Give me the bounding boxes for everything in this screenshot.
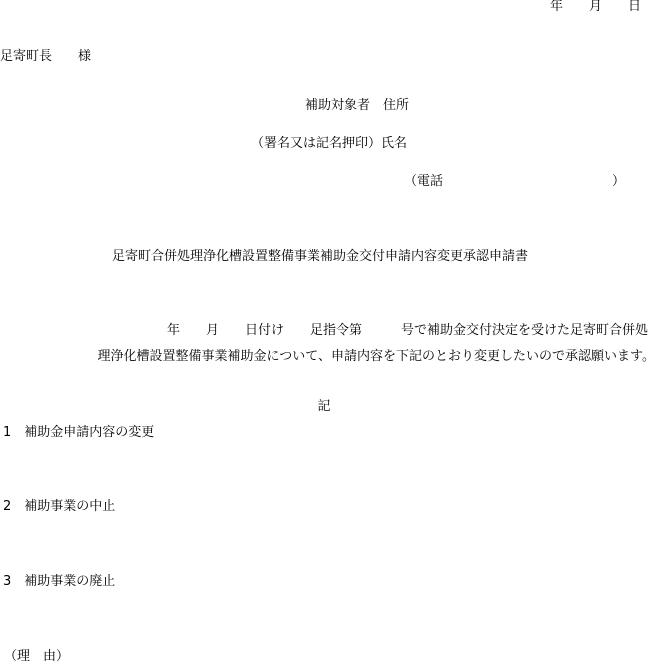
body-text-line-2: 理浄化槽設置整備事業補助金について、申請内容を下記のとおり変更したいので承認願います。	[97, 349, 655, 364]
date-placeholder: 年 月 日	[549, 0, 641, 14]
list-item-project-suspension: 2 補助事業の中止	[3, 499, 116, 514]
addressee: 足寄町長 様	[0, 49, 92, 64]
applicant-phone-label: （電話 ）	[404, 174, 626, 189]
body-text-line-1: 年 月 日付け 足指令第 号で補助金交付決定を受けた足寄町合併処	[166, 323, 648, 338]
document-title: 足寄町合併処理浄化槽設置整備事業補助金交付申請内容変更承認申請書	[111, 249, 528, 264]
list-item-project-abolition: 3 補助事業の廃止	[3, 574, 116, 589]
reason-label: （理 由）	[4, 649, 70, 664]
applicant-address-label: 補助対象者 住所	[305, 98, 410, 113]
list-item-content-change: 1 補助金申請内容の変更	[3, 425, 155, 440]
applicant-name-label: （署名又は記名押印）氏名	[251, 136, 408, 151]
ki-heading: 記	[317, 399, 331, 414]
